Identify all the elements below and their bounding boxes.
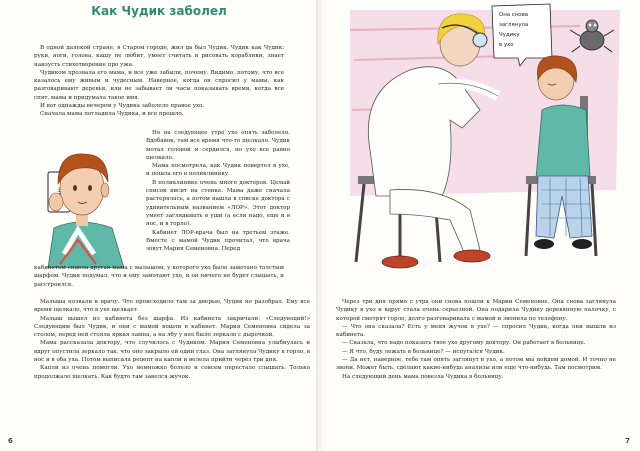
paragraph: — Сказала, что надо показать твое ухо другому доктору. Он работает в больнице.	[342, 340, 586, 347]
paragraph: Капли из очень помогли. Ухо немножко болело и совсем перестало слышать. Только продолжало щелкать. Как будто там завелся жучок.	[34, 365, 310, 380]
paragraph: — Да нет, наверное, тебе там опять заглянут в ухо, а потом мы пойдем домой. И точно не звони. Может быть, сделают какие-нибудь анализы или еще что-нибудь. Там посмотрим.	[336, 357, 616, 372]
paragraph: Мама рассказала доктору, что случилось с Чудиком. Мария Семеновна улыбнулась и вдруг опустила зеркало так, что оно закрыло ей один глаз. Она заглянула Чудику в горло, в нос и в оба уха. Потом выписала рецепт на капли и велела прийти через три дня.	[34, 340, 310, 364]
right-page	[322, 0, 640, 451]
bubble-line: Она снова	[499, 12, 529, 18]
page-number-left: 6	[8, 437, 13, 445]
bubble-line: заглянула	[499, 22, 529, 28]
paragraph: Но на следующее утро ухо опять заболело. Вдобавок, там все время что-то щелкало. Чудик мотал головой и сердился, но ухо все равно щелкало.	[146, 130, 290, 161]
child-shirt	[536, 105, 590, 178]
left-page	[0, 0, 318, 451]
paragraph: И вот однажды вечером у Чудика заболело правое ухо.	[40, 103, 205, 110]
paragraph: — Что она сказала? Есть у меня жучок в ухе? — спросил Чудик, когда они вышли из кабинета.	[336, 323, 616, 339]
paragraph: Через три дня прямо с утра они снова пошли к Марии Семеновне. Она снова заглянула Чудику в ухо и вдруг стала очень серьезной. Она подарила Чудику деревянную палочку, с которой смотрят горло, долго разговаривала с мамой и звонила по телефону.	[336, 299, 616, 322]
right-text	[336, 298, 616, 381]
doctor-shoe	[454, 250, 490, 262]
paragraph: Малыша позвали к врачу. Что происходило там за дверью, Чудик не разобрал. Ему все время щелкало, что в ухе щелкает.	[34, 299, 310, 314]
column-text	[146, 129, 290, 253]
head-mirror-icon	[473, 33, 487, 47]
paragraph: кабинетом сидела другая мама с малышом, у которого ухо было замотано толстым шарфом. Чудик подумал, что и ему замотают ухо, и он ничего не будет слышать, и расстроился.	[34, 265, 284, 288]
paragraph: Сначала мама погладила Чудика, и все прошло.	[40, 111, 184, 118]
paragraph: Малыш вышел из кабинета без шарфа. Из кабинета закричали: «Следующий!» Следующим был Чудик, и они с мамой вошли в кабинет. Мария Семеновна сидела за столом, перед ней стояла яркая лампа, а на лбу у нее было зеркало с дырочкой.	[34, 315, 310, 339]
paragraph: Чудиком прозвала его мама, и все уже забыли, почему. Видимо, потому, что все казалось ему живым и чудесным. Наверное, когда он спросил у мамы, как разговаривают деревья, или не забывает ли часы показывать время, когда все спят, мама и придумала такое имя.	[34, 69, 284, 101]
intro-text	[34, 44, 284, 119]
bubble-line: Чудику	[499, 32, 520, 38]
paragraph: На следующий день мама повезла Чудика в больницу.	[342, 373, 504, 380]
chapter-title: Как Чудик заболел	[91, 4, 227, 18]
paragraph: В одной далекой стране, в Старом городе, жил да был Чудик. Чудик как Чудик: руки, ноги, голова, кашу не любит, умеет считать и рисовать кораблики, знает наизусть стихотворение про ужа.	[34, 45, 284, 68]
page-number-right: 7	[625, 437, 630, 445]
bubble-line: в ухо	[499, 42, 514, 48]
bottom-text	[34, 298, 310, 381]
chudik-illustration	[20, 132, 144, 268]
continuation-text	[34, 264, 284, 289]
paragraph: В поликлинике очень много докторов. Целый список висит на стенке. Мама даже сначала растерялась, а потом нашла в списке доктора с удивительным названием «ЛОР». Этот доктор умеет заглядывать в уши (а если надо, еще и в нос, и в горло).	[146, 179, 290, 228]
doctor-shoe	[382, 256, 418, 268]
child-pants	[536, 176, 592, 238]
chudik-hand	[49, 193, 63, 211]
paragraph: — Я что, буду лежать в больнице? — испугался Чудик.	[342, 348, 505, 355]
speech-bubble	[492, 4, 552, 66]
paragraph: Кабинет ЛОР-врача был на третьем этаже. Вместе с мамой Чудик прочитал, что врача зовут Мария Семеновна. Перед	[146, 229, 290, 253]
paragraph: Мама посмотрела, как Чудик повертел в ухе, и пошла его в поликлинику.	[146, 163, 290, 178]
doctor-illustration	[330, 0, 636, 282]
